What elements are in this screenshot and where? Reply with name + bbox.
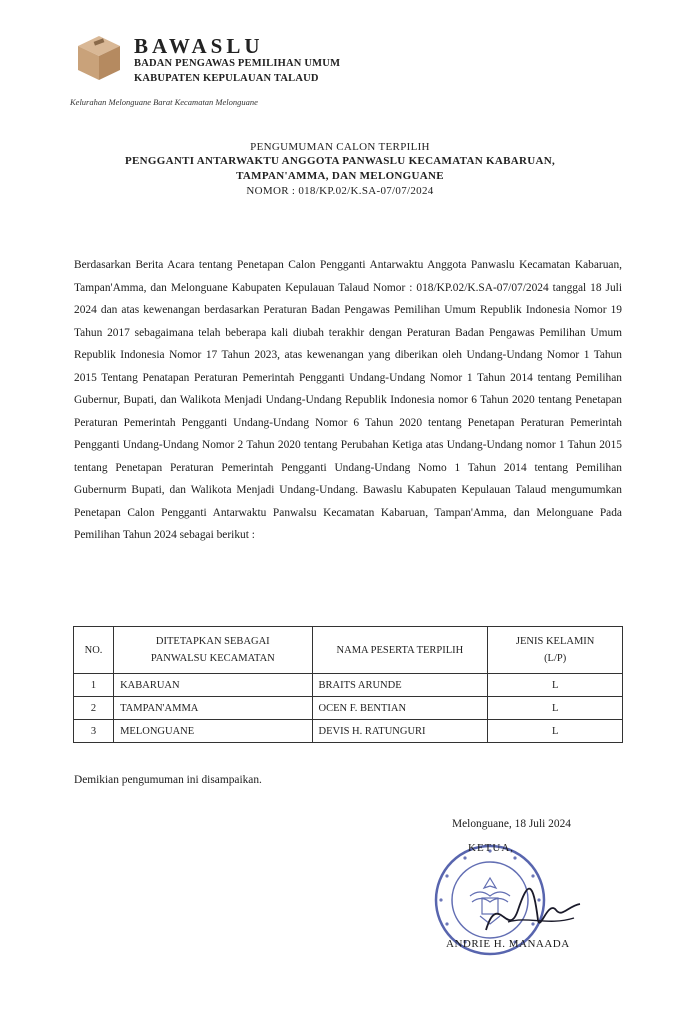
table-row [74,720,623,743]
body-paragraph: Berdasarkan Berita Acara tentang Penetapan Calon Pengganti Antarwaktu Anggota Panwaslu Kecamatan Kabaruan, Tampan'Amma, dan Melonguane Kabupaten Kepulauan Talaud Nomor : 018/KP.02/K.SA-07/07/2024 tanggal 18 Juli 2024 dan atas kewenangan berdasarkan Peraturan Badan Pengawas Pemilihan Umum Republik Indonesia Nomor 19 Tahun 2017 sebagaimana telah beberapa kali diubah terakhir dengan Peraturan Badan Pengawas Pemilihan Umum Republik Indonesia Nomor 17 Tahun 2023, atas kewenangan yang diberikan oleh Undang-Undang Nomor 1 Tahun 2015 Tentang Penatapan Peraturan Pemerintah Pengganti Undang-Undang Nomor 1 Tahun 2014 tentang Pemilihan Gubernur, Bupati, dan Walikota Menjadi Undang-Undang Republik Indonesia nomor 6 Tahun 2020 tentang Penetapan Peraturan Pemerintah Pengganti Undang-Undang Nomor 6 Tahun 2020 tentang Penetapan Peraturan Pemerintah Pengganti Undang-Undang Nomor 2 Tahun 2020 tentang Perubahan Ketiga atas Undang-Undang nomor 1 Tahun 2015 tentang Penetapan Peraturan Pemerintah Pengganti Undang-Undang Nomo 1 Tahun 2014 tentang Pemilihan Gubernurm Bupati, dan Walikota Menjadi Undang-Undang. Bawaslu Kabupaten Kepulauan Talaud mengumumkan Penetapan Calon Pengganti Antarwaktu Panwalsu Kecamatan Kabaruan, Tampan'Amma, dan Melonguane Pada Pemilihan Tahun 2024 sebagai berikut : [74,259,622,541]
table-row [74,697,623,720]
sign-role: KETUA, [468,842,515,854]
header-jenis-kelamin: JENIS KELAMIN (L/P) [488,627,623,674]
cell-no: 3 [74,720,114,743]
table-row [74,674,623,697]
org-line-1: BADAN PENGAWAS PEMILIHAN UMUM [134,58,341,69]
table-header-row [74,627,623,674]
bawaslu-logo [72,30,126,84]
sign-place-date: Melonguane, 18 Juli 2024 [452,818,571,830]
cell-jenis-kelamin: L [488,674,623,697]
cell-no: 1 [74,674,114,697]
title-line-3: TAMPAN'AMMA, DAN MELONGUANE [236,170,444,182]
header-no: NO. [74,627,114,674]
cell-kecamatan: MELONGUANE [114,720,312,743]
cell-kecamatan: TAMPAN'AMMA [114,697,312,720]
header-nama: NAMA PESERTA TERPILIH [312,627,488,674]
cell-nama: BRAITS ARUNDE [312,674,488,697]
cell-no: 2 [74,697,114,720]
cell-jenis-kelamin: L [488,720,623,743]
title-line-1: PENGUMUMAN CALON TERPILIH [250,141,430,153]
title-line-2: PENGGANTI ANTARWAKTU ANGGOTA PANWASLU KECAMATAN KABARUAN, [124,155,556,167]
address: Kelurahan Melonguane Barat Kecamatan Melonguane [70,97,258,107]
signer-name: ANDRIE H. MANAADA [446,938,570,950]
results-table [73,626,623,743]
closing-statement: Demikian pengumuman ini disampaikan. [74,774,262,786]
org-line-2: KABUPATEN KEPULAUAN TALAUD [134,73,319,84]
cell-nama: DEVIS H. RATUNGURI [312,720,488,743]
cell-jenis-kelamin: L [488,697,623,720]
org-name: BAWASLU [134,34,264,58]
cell-nama: OCEN F. BENTIAN [312,697,488,720]
document-number: NOMOR : 018/KP.02/K.SA-07/07/2024 [246,185,434,197]
cell-kecamatan: KABARUAN [114,674,312,697]
header-kecamatan: DITETAPKAN SEBAGAI PANWALSU KECAMATAN [114,627,312,674]
